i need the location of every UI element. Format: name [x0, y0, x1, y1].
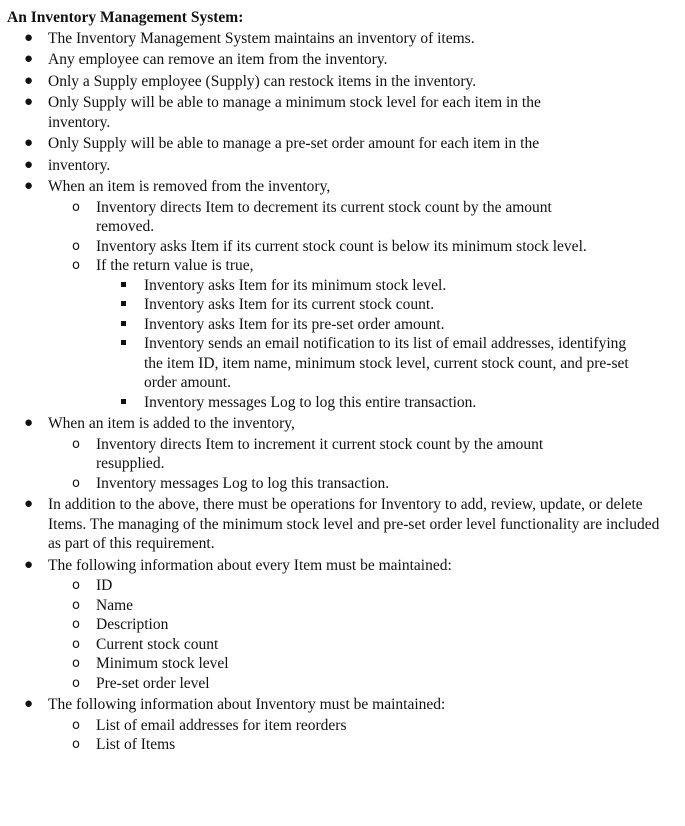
circle-bullet-icon: o — [72, 436, 80, 452]
square-bullet-icon — [121, 340, 126, 345]
circle-bullet-icon: o — [72, 675, 80, 691]
circle-bullet-icon: o — [72, 258, 80, 273]
bullet-icon: ● — [24, 135, 34, 151]
square-bullet-icon — [121, 282, 126, 287]
circle-bullet-icon: o — [72, 656, 80, 671]
sublist-item: o Description — [72, 616, 169, 633]
bullet-icon: ● — [24, 94, 34, 110]
sublist-item: o ID — [72, 577, 113, 594]
sublist-item: o List of email addresses for item reorders — [72, 716, 347, 734]
bullet-icon: ● — [24, 29, 34, 46]
bullet-icon: ● — [24, 51, 34, 67]
bullet-icon: ● — [24, 696, 34, 712]
circle-bullet-icon: o — [72, 238, 80, 254]
circle-bullet-icon: o — [72, 475, 80, 491]
list-item: ● In addition to the above, there must be operations for Inventory to add, review, update, or delete Items. The managing of the minimum stock level and pre-set order level functionality are included as part of this requirement. — [24, 496, 660, 552]
list-item: ● When an item is removed from the inventory, o Inventory directs Item to decrement its current stock count by the amount removed. o Inventory asks Item if its current stock count is below its minimum stock level. o If the return value is true, Inventory asks Item for its minimum stock level. Inventory asks Item for its current stock count. Inventory asks Item for its pre-set order amount. Inventory sends an email notification to its list of email addresses, identifying the item ID, item name, minimum stock level, current stock count, and pre-set order amount. Inventory messages Log to log this entire transaction. — [7, 177, 685, 412]
circle-bullet-icon: o — [72, 597, 80, 613]
list-item: ● Only Supply will be able to manage a pre-set order amount for each item in the — [24, 135, 540, 152]
bullet-icon: ● — [24, 72, 34, 89]
circle-bullet-icon: o — [72, 617, 80, 632]
list-item: ● inventory. — [24, 156, 111, 174]
circle-bullet-icon: o — [72, 737, 80, 752]
document-title: An Inventory Management System: — [7, 9, 244, 26]
sublist-item: o Inventory directs Item to increment it current stock count by the amount resupplied. — [72, 435, 544, 472]
circle-bullet-icon: o — [72, 199, 80, 215]
circle-bullet-icon: o — [72, 636, 80, 652]
sublist-item: o Inventory directs Item to decrement its current stock count by the amount removed. — [72, 198, 552, 235]
nested-sublist — [96, 276, 645, 413]
bullet-icon: ● — [24, 556, 34, 573]
sublist-item: o Inventory messages Log to log this transaction. — [72, 474, 390, 492]
list-item: ● Any employee can remove an item from the inventory. — [24, 51, 388, 68]
nested-item: Inventory sends an email notification to its list of email addresses, identifying the item ID, item name, minimum stock level, current stock count, and pre-set order amount. — [96, 334, 645, 393]
sublist — [48, 198, 655, 413]
sublist-item: o Name — [72, 596, 134, 614]
nested-item: Inventory asks Item for its pre-set order amount. — [96, 315, 645, 335]
sublist-item: o If the return value is true, Inventory asks Item for its minimum stock level. Inventory asks Item for its current stock count. Inventory asks Item for its pre-set order amount. Inventory sends an email notification to its list of email addresses, identifying the item ID, item name, minimum stock level, current stock count, and pre-set order amount. Inventory messages Log to log this entire transaction. — [48, 256, 655, 412]
list-item: ● The Inventory Management System maintains an inventory of items. — [24, 29, 475, 47]
sublist — [48, 435, 655, 494]
list-item: ● When an item is added to the inventory, o Inventory directs Item to increment it current stock count by the amount resupplied. o Inventory messages Log to log this transaction. — [7, 414, 685, 493]
circle-bullet-icon: o — [72, 717, 80, 733]
bullet-icon: ● — [24, 415, 34, 431]
list-item: ● Only a Supply employee (Supply) can restock items in the inventory. — [24, 72, 477, 90]
list-item: ● The following information about every Item must be maintained: o ID o Name o Description o Current stock count o Minimum stock level o Pre-set order level — [7, 556, 685, 694]
requirements-list — [7, 29, 685, 755]
nested-item: Inventory messages Log to log this entire transaction. — [96, 393, 645, 413]
nested-item: Inventory asks Item for its minimum stock level. — [96, 276, 645, 296]
square-bullet-icon — [121, 301, 126, 306]
nested-item: Inventory asks Item for its current stock count. — [96, 295, 645, 315]
bullet-icon: ● — [24, 496, 34, 512]
sublist-item: o Inventory asks Item if its current stock count is below its minimum stock level. — [72, 237, 587, 255]
square-bullet-icon — [121, 321, 126, 326]
square-bullet-icon — [121, 399, 126, 404]
list-item: ● The following information about Inventory must be maintained: o List of email addresses for item reorders o List of Items — [7, 695, 685, 755]
list-item: ● Only Supply will be able to manage a minimum stock level for each item in the inventory. — [24, 94, 541, 131]
sublist-item: o Pre-set order level — [72, 674, 210, 692]
sublist — [48, 576, 655, 693]
bullet-icon: ● — [24, 156, 34, 173]
sublist-item: o List of Items — [72, 736, 176, 753]
sublist-item: o Current stock count — [72, 635, 219, 653]
circle-bullet-icon: o — [72, 578, 80, 593]
sublist — [48, 716, 655, 755]
sublist-item: o Minimum stock level — [72, 655, 229, 672]
bullet-icon: ● — [24, 178, 34, 194]
